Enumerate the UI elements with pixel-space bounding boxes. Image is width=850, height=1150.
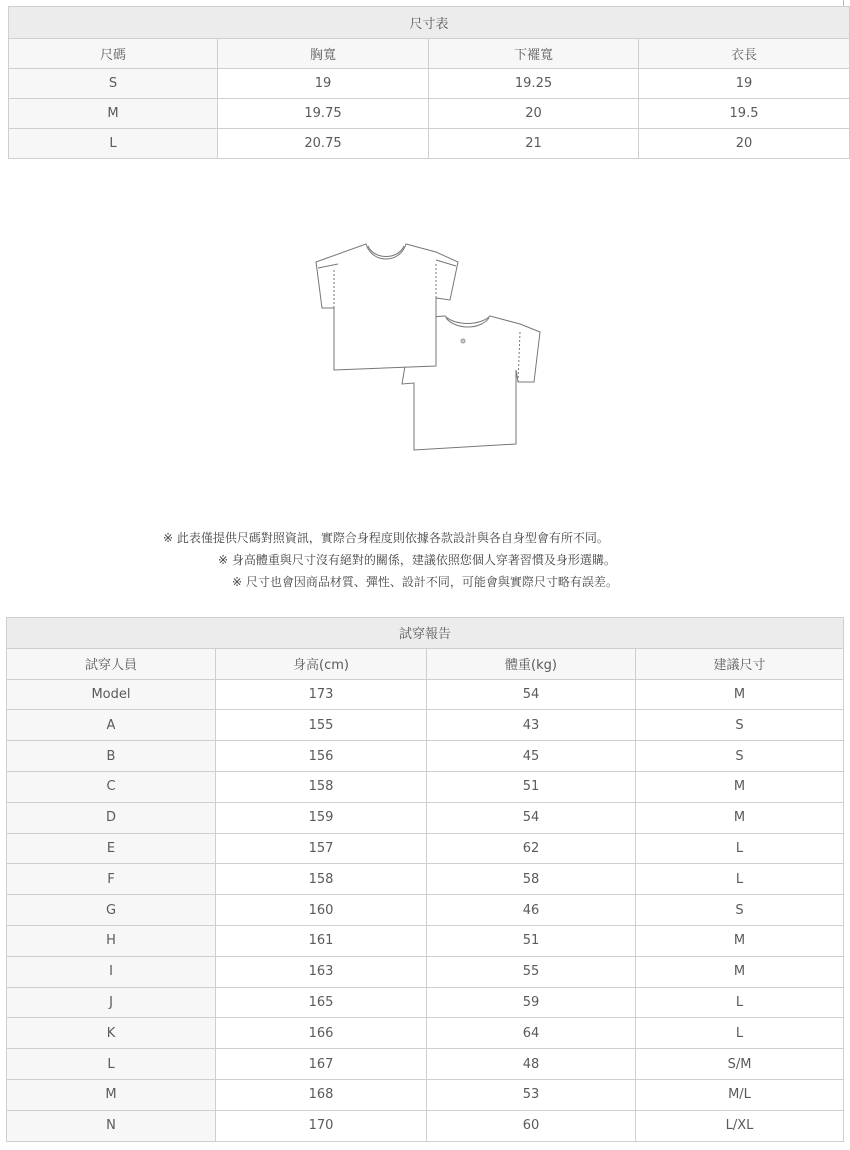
tshirt-illustration <box>310 238 550 458</box>
table-cell: 168 <box>216 1079 427 1110</box>
table-cell: L <box>7 1049 216 1080</box>
table-cell: C <box>7 771 216 802</box>
table-cell: 19 <box>218 69 429 99</box>
table-cell: 20 <box>639 129 850 159</box>
table-cell: 19.5 <box>639 99 850 129</box>
table-cell: M <box>636 802 844 833</box>
table-cell: 46 <box>427 895 636 926</box>
table-cell: S <box>636 741 844 772</box>
table-row <box>7 1049 844 1080</box>
table-cell: S/M <box>636 1049 844 1080</box>
table-cell: M/L <box>636 1079 844 1110</box>
table-cell: L <box>636 833 844 864</box>
table-cell: 54 <box>427 679 636 710</box>
table-row <box>7 1018 844 1049</box>
table-cell: M <box>9 99 218 129</box>
table-row <box>7 802 844 833</box>
table-row <box>7 741 844 772</box>
table-cell: M <box>636 679 844 710</box>
table-cell: 173 <box>216 679 427 710</box>
table-cell: 20.75 <box>218 129 429 159</box>
table-cell: Model <box>7 679 216 710</box>
table-cell: 158 <box>216 864 427 895</box>
table-row <box>7 1079 844 1110</box>
table-cell: F <box>7 864 216 895</box>
table-cell: M <box>7 1079 216 1110</box>
table-row <box>7 895 844 926</box>
column-header: 下襬寬 <box>429 39 639 69</box>
table-cell: 58 <box>427 864 636 895</box>
table-row <box>7 771 844 802</box>
table-cell: 159 <box>216 802 427 833</box>
table-cell: E <box>7 833 216 864</box>
table-cell: S <box>636 895 844 926</box>
table-cell: G <box>7 895 216 926</box>
table-cell: N <box>7 1110 216 1141</box>
table-cell: 156 <box>216 741 427 772</box>
table-cell: 54 <box>427 802 636 833</box>
table-cell: K <box>7 1018 216 1049</box>
table-cell: 19.25 <box>429 69 639 99</box>
table-cell: 48 <box>427 1049 636 1080</box>
table-cell: 62 <box>427 833 636 864</box>
table-cell: 160 <box>216 895 427 926</box>
table-cell: L <box>9 129 218 159</box>
table-row <box>9 69 850 99</box>
table-cell: L <box>636 1018 844 1049</box>
table-cell: S <box>636 710 844 741</box>
table-cell: L <box>636 864 844 895</box>
fit-report-table <box>6 617 844 1142</box>
table-cell: 165 <box>216 987 427 1018</box>
table-row <box>9 129 850 159</box>
column-header: 衣長 <box>639 39 850 69</box>
column-header: 體重(kg) <box>427 648 636 679</box>
column-header: 胸寬 <box>218 39 429 69</box>
table-cell: 51 <box>427 925 636 956</box>
table-cell: 155 <box>216 710 427 741</box>
table-row <box>7 710 844 741</box>
table-cell: D <box>7 802 216 833</box>
table-cell: 64 <box>427 1018 636 1049</box>
table-cell: 45 <box>427 741 636 772</box>
table-cell: S <box>9 69 218 99</box>
table-cell: M <box>636 771 844 802</box>
table-cell: I <box>7 956 216 987</box>
column-header: 身高(cm) <box>216 648 427 679</box>
table-cell: 166 <box>216 1018 427 1049</box>
table-cell: A <box>7 710 216 741</box>
table-cell: 43 <box>427 710 636 741</box>
table-cell: B <box>7 741 216 772</box>
column-header: 建議尺寸 <box>636 648 844 679</box>
table-cell: M <box>636 956 844 987</box>
table-cell: J <box>7 987 216 1018</box>
table-cell: H <box>7 925 216 956</box>
table-cell: 158 <box>216 771 427 802</box>
note-line: ※ 尺寸也會因商品材質、彈性、設計不同，可能會與實際尺寸略有誤差。 <box>232 575 618 589</box>
table-cell: 167 <box>216 1049 427 1080</box>
table-cell: 60 <box>427 1110 636 1141</box>
table-cell: 161 <box>216 925 427 956</box>
table-row <box>7 679 844 710</box>
table-row <box>7 833 844 864</box>
fit-report-header-row <box>7 648 844 679</box>
table-cell: 19 <box>639 69 850 99</box>
table-cell: 157 <box>216 833 427 864</box>
table-cell: 53 <box>427 1079 636 1110</box>
table-cell: 170 <box>216 1110 427 1141</box>
size-chart-header-row <box>9 39 850 69</box>
table-row <box>7 956 844 987</box>
column-header: 尺碼 <box>9 39 218 69</box>
note-line: ※ 身高體重與尺寸沒有絕對的關係，建議依照您個人穿著習慣及身形選購。 <box>218 553 616 567</box>
table-cell: 59 <box>427 987 636 1018</box>
table-cell: 19.75 <box>218 99 429 129</box>
table-row <box>7 1110 844 1141</box>
size-chart-table <box>8 6 850 159</box>
table-row <box>7 987 844 1018</box>
table-cell: 51 <box>427 771 636 802</box>
table-cell: M <box>636 925 844 956</box>
table-cell: 55 <box>427 956 636 987</box>
table-row <box>9 99 850 129</box>
table-cell: 21 <box>429 129 639 159</box>
table-row <box>7 864 844 895</box>
table-cell: 163 <box>216 956 427 987</box>
table-cell: L <box>636 987 844 1018</box>
table-cell: 20 <box>429 99 639 129</box>
table-row <box>7 925 844 956</box>
fit-report-title: 試穿報告 <box>7 618 844 649</box>
note-line: ※ 此表僅提供尺碼對照資訊，實際合身程度則依據各款設計與各自身型會有所不同。 <box>163 531 609 545</box>
table-cell: L/XL <box>636 1110 844 1141</box>
size-chart-title: 尺寸表 <box>9 7 850 39</box>
column-header: 試穿人員 <box>7 648 216 679</box>
